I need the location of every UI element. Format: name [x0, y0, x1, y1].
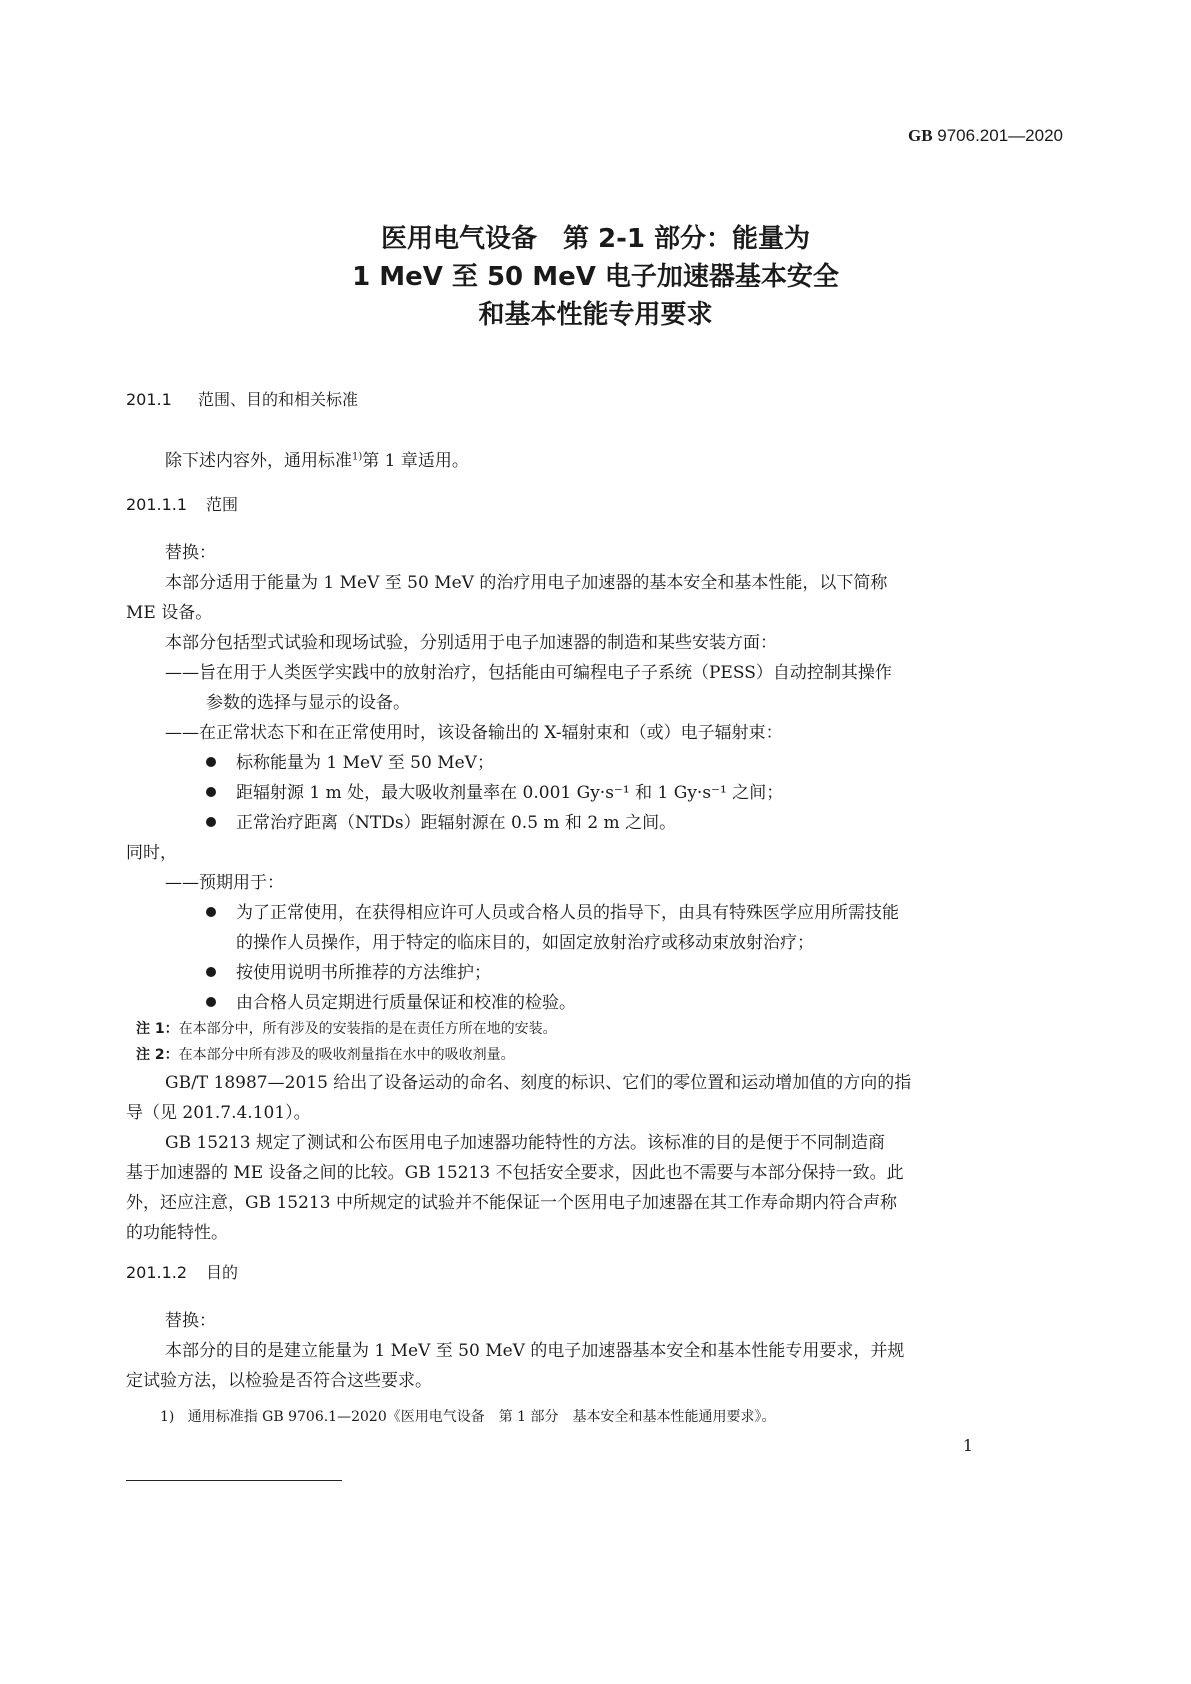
dash-item-1: ——旨在用于人类医学实践中的放射治疗，包括能由可编程电子子系统（PESS）自动控制其操作	[165, 663, 892, 683]
scope-paragraph-3-cont: 导（见 201.7.4.101）。	[126, 1103, 311, 1123]
standard-code	[908, 126, 1063, 146]
heading-201-1-1	[126, 492, 238, 515]
bullet-icon	[206, 787, 216, 797]
bullet-item	[206, 748, 494, 773]
bullet-icon	[206, 967, 216, 977]
scope-paragraph-2: 本部分包括型式试验和现场试验，分别适用于电子加速器的制造和某些安装方面：	[165, 633, 777, 653]
heading-number: 201.1.2	[126, 1263, 188, 1282]
dash-item-2: ——在正常状态下和在正常使用时，该设备输出的 X-辐射束和（或）电子辐射束：	[165, 723, 783, 743]
std-prefix: GB	[907, 126, 933, 145]
bullet-text: 标称能量为 1 MeV 至 50 MeV；	[236, 753, 494, 773]
intro-text-2: 第 1 章适用。	[362, 451, 469, 471]
footnote-ref[interactable]: 1)	[352, 451, 363, 463]
doc-title-line2: 1 MeV 至 50 MeV 电子加速器基本安全	[352, 262, 839, 292]
page-number: 1	[962, 1436, 973, 1455]
footnote	[160, 1406, 776, 1426]
footnote-mark: 1)	[160, 1409, 175, 1425]
scope-paragraph-3: GB/T 18987—2015 给出了设备运动的命名、刻度的标识、它们的零位置和运动增加值的方向的指	[165, 1073, 912, 1093]
heading-number: 201.1	[126, 390, 172, 409]
dash-item-3: ——预期用于：	[165, 873, 284, 893]
note-label: 注 1：	[136, 1021, 179, 1037]
scope-paragraph-4-cont: 的功能特性。	[126, 1223, 228, 1243]
scope-paragraph-4: GB 15213 规定了测试和公布医用电子加速器功能特性的方法。该标准的目的是便于不同制造商	[165, 1133, 885, 1153]
bullet-item	[206, 808, 676, 833]
heading-201-1-2	[126, 1260, 238, 1283]
note-2	[136, 1044, 515, 1064]
heading-text: 范围、目的和相关标准	[198, 390, 359, 409]
scope-paragraph-1-cont: ME 设备。	[126, 603, 213, 623]
heading-text: 目的	[206, 1263, 239, 1282]
footnote-text: 通用标准指 GB 9706.1—2020《医用电气设备 第 1 部分 基本安全和基本性能通用要求》。	[187, 1409, 776, 1425]
bullet-item	[206, 778, 783, 803]
purpose-paragraph-cont: 定试验方法，以检验是否符合这些要求。	[126, 1371, 432, 1391]
intro-text: 除下述内容外，通用标准	[165, 451, 352, 471]
bullet-text: 距辐射源 1 m 处，最大吸收剂量率在 0.001 Gy·s⁻¹ 和 1 Gy·s⁻¹ 之间；	[236, 783, 784, 803]
intro-paragraph	[165, 446, 469, 471]
bullet-text: 按使用说明书所推荐的方法维护；	[236, 963, 491, 983]
note-text: 在本部分中，所有涉及的安装指的是在责任方所在地的安装。	[178, 1021, 557, 1037]
bullet-icon	[206, 817, 216, 827]
bullet-item	[206, 988, 576, 1013]
bullet-text: 由合格人员定期进行质量保证和校准的检验。	[236, 993, 576, 1013]
scope-paragraph-4-cont: 外，还应注意，GB 15213 中所规定的试验并不能保证一个医用电子加速器在其工作寿命期内符合声称	[126, 1193, 897, 1213]
dash-item-1-cont: 参数的选择与显示的设备。	[206, 693, 410, 713]
std-number: 9706.201—2020	[937, 126, 1063, 145]
note-1	[136, 1018, 557, 1038]
heading-number: 201.1.1	[126, 495, 188, 514]
scope-paragraph-4-cont: 基于加速器的 ME 设备之间的比较。GB 15213 不包括安全要求，因此也不需要与本部分保持一致。此	[126, 1163, 904, 1183]
bullet-item	[206, 898, 899, 923]
scope-paragraph-1: 本部分适用于能量为 1 MeV 至 50 MeV 的治疗用电子加速器的基本安全和基本性能，以下简称	[165, 573, 888, 593]
replace-label: 替换：	[165, 1311, 216, 1331]
bullet-item	[206, 958, 491, 983]
note-label: 注 2：	[136, 1047, 179, 1063]
doc-title-line3: 和基本性能专用要求	[478, 300, 713, 330]
replace-label: 替换：	[165, 543, 216, 563]
footnote-divider	[126, 1480, 342, 1481]
bullet-icon	[206, 907, 216, 917]
bullet-icon	[206, 757, 216, 767]
doc-title-line1: 医用电气设备 第 2-1 部分：能量为	[380, 224, 811, 254]
bullet-text: 为了正常使用，在获得相应许可人员或合格人员的指导下，由具有特殊医学应用所需技能	[236, 903, 899, 923]
heading-text: 范围	[206, 495, 239, 514]
heading-201-1	[126, 387, 358, 410]
note-text: 在本部分中所有涉及的吸收剂量指在水中的吸收剂量。	[178, 1047, 515, 1063]
bullet-text-cont: 的操作人员操作，用于特定的临床目的，如固定放射治疗或移动束放射治疗；	[236, 933, 814, 953]
bullet-text: 正常治疗距离（NTDs）距辐射源在 0.5 m 和 2 m 之间。	[236, 813, 677, 833]
bullet-icon	[206, 997, 216, 1007]
purpose-paragraph: 本部分的目的是建立能量为 1 MeV 至 50 MeV 的电子加速器基本安全和基本性能专用要求，并规	[165, 1341, 905, 1361]
also-label: 同时，	[126, 843, 177, 863]
